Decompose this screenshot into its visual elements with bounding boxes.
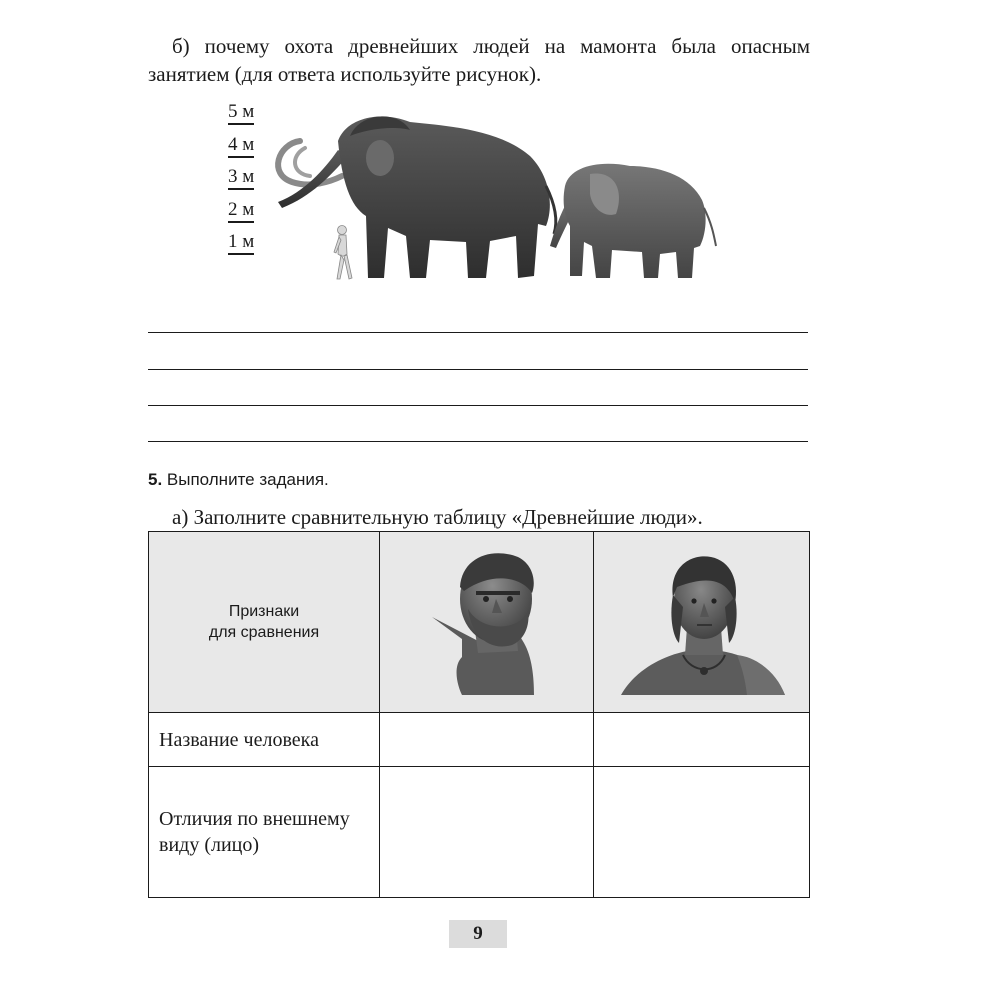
criteria-header-line-1: Признаки [228, 603, 300, 620]
scale-mark-1m: 1 м [228, 230, 268, 263]
answer-cell-name-2[interactable] [594, 713, 810, 767]
portrait-cell-1 [380, 532, 594, 713]
row-label-appearance [149, 767, 380, 898]
neanderthal-bust-image [422, 547, 552, 697]
human-figure [334, 226, 352, 280]
task-b-line-2: занятием (для ответа используйте рисунок). [148, 62, 542, 86]
answer-cell-name-1[interactable] [380, 713, 594, 767]
scale-mark-2m: 2 м [228, 198, 268, 231]
table-header-row [149, 532, 810, 713]
row-label-name: Название человека [149, 713, 380, 767]
answer-line-4[interactable] [148, 441, 808, 442]
task-5-heading [148, 468, 329, 492]
answer-line-1[interactable] [148, 332, 808, 333]
answer-line-2[interactable] [148, 369, 808, 370]
scale-mark-4m: 4 м [228, 133, 268, 166]
mammoth-size-figure [220, 96, 740, 296]
cromagnon-bust-image [617, 547, 787, 697]
task-b-line-1: б) почему охота древнейших людей на мамонта была опасным [172, 34, 810, 58]
elephant-figure [550, 164, 716, 278]
criteria-header-line-2: для сравнения [208, 624, 320, 641]
table-row-appearance [149, 767, 810, 898]
row-label-appearance-line-2: виду (лицо) [159, 834, 260, 856]
page-number: 9 [449, 920, 507, 948]
answer-line-3[interactable] [148, 405, 808, 406]
scale-mark-5m: 5 м [228, 100, 268, 133]
task-5-number: 5. [148, 470, 163, 489]
table-row-name [149, 713, 810, 767]
portrait-cell-2 [594, 532, 810, 713]
answer-cell-appearance-1[interactable] [380, 767, 594, 898]
task-5-text: Выполните задания. [166, 470, 329, 489]
task-a-instruction: а) Заполните сравнительную таблицу «Древнейшие люди». [172, 505, 703, 529]
comparison-table [148, 531, 810, 898]
answer-cell-appearance-2[interactable] [594, 767, 810, 898]
criteria-header-cell [149, 532, 380, 713]
row-label-appearance-line-1: Отличия по внешнему [159, 808, 350, 830]
scale-mark-3m: 3 м [228, 165, 268, 198]
mammoth-figure [278, 116, 556, 278]
task-b-question [148, 32, 810, 88]
